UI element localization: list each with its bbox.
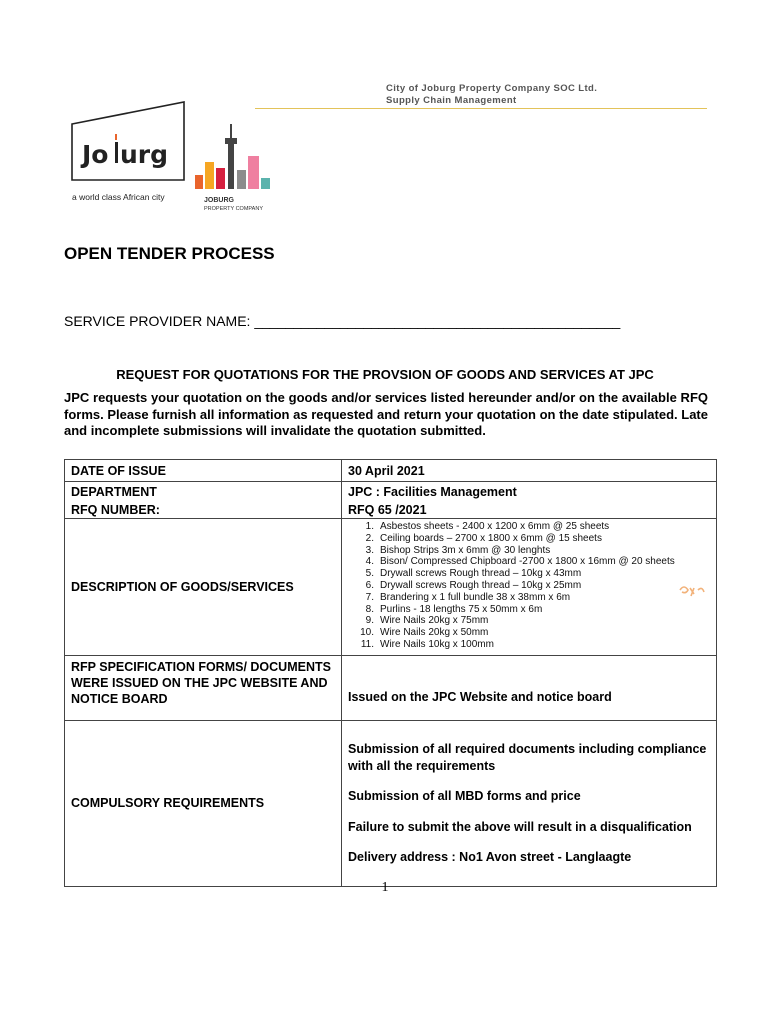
joburg-logo — [62, 100, 192, 205]
specification-row — [65, 655, 717, 720]
department-value: JPC : Facilities Management — [342, 482, 717, 503]
company-name: City of Joburg Property Company SOC Ltd. — [386, 83, 598, 94]
company-header — [386, 83, 597, 107]
list-item: 6. Drywall screws Rough thread – 10kg x 25mm — [365, 579, 582, 591]
list-item: 10. Wire Nails 20kg x 50mm — [360, 627, 489, 639]
header-divider — [255, 108, 707, 109]
list-item: 2. Ceiling boards – 2700 x 1800 x 6mm @ 15 sheets — [365, 532, 602, 544]
department-row — [65, 482, 717, 503]
rfq-row — [65, 503, 717, 519]
requirement-documents: Submission of all required documents including compliance with all the requirements — [348, 742, 707, 773]
svg-text:urg: urg — [120, 140, 169, 169]
department-name: Supply Chain Management — [386, 95, 517, 106]
rfq-heading: REQUEST FOR QUOTATIONS FOR THE PROVSION OF GOODS AND SERVICES AT JPC — [116, 367, 654, 382]
compulsory-row — [65, 720, 717, 886]
list-item: 11. Wire Nails 10kg x 100mm — [360, 638, 494, 650]
requirement-delivery-address: Delivery address : No1 Avon street - Langlaagte — [348, 850, 632, 865]
description-row — [65, 519, 717, 656]
stamp-mark — [676, 580, 712, 604]
rfq-value: RFQ 65 /2021 — [342, 503, 717, 519]
page-title: OPEN TENDER PROCESS — [64, 244, 275, 263]
tender-table — [64, 459, 717, 887]
date-label: DATE OF ISSUE — [65, 460, 342, 482]
list-item: 5. Drywall screws Rough thread – 10kg x 43mm — [365, 568, 582, 580]
list-item: 7. Brandering x 1 full bundle 38 x 38mm x 6m — [365, 591, 571, 603]
list-item: 3. Bishop Strips 3m x 6mm @ 30 lenghts — [365, 544, 551, 556]
list-item: 9. Wire Nails 20kg x 75mm — [365, 615, 489, 627]
requirements-cell — [342, 720, 717, 886]
svg-text:PROPERTY COMPANY: PROPERTY COMPANY — [204, 206, 263, 212]
service-provider-field — [64, 313, 620, 329]
svg-text:Jo: Jo — [82, 140, 109, 169]
department-label: DEPARTMENT — [65, 482, 342, 503]
list-item: 1. Asbestos sheets - 2400 x 1200 x 6mm @ 25 sheets — [365, 521, 610, 532]
specification-value: Issued on the JPC Website and notice board — [342, 655, 717, 720]
service-provider-blank: _______________________________________________ — [254, 313, 621, 329]
requirement-disqualification: Failure to submit the above will result in a disqualification — [348, 819, 692, 834]
svg-text:JOBURG: JOBURG — [204, 197, 234, 204]
goods-list — [348, 521, 710, 651]
jpc-logo — [192, 120, 282, 215]
service-provider-label: SERVICE PROVIDER NAME: — [64, 313, 255, 329]
items-cell — [342, 519, 717, 656]
specification-label: RFP SPECIFICATION FORMS/ DOCUMENTS WERE ISSUED ON THE JPC WEBSITE AND NOTICE BOARD — [65, 655, 342, 720]
intro-paragraph: JPC requests your quotation on the goods and/or services listed hereunder and/or on the available RFQ forms. Please furnish all information as requested and return your quotation on the date stipulated. Late and incomplete submissions will invalidate the quotation submitted. — [64, 390, 708, 438]
requirement-mbd-forms: Submission of all MBD forms and price — [348, 789, 581, 804]
list-item: 4. Bison/ Compressed Chipboard -2700 x 1800 x 16mm @ 20 sheets — [365, 556, 675, 568]
date-value: 30 April 2021 — [342, 460, 717, 482]
page-number: 1 — [381, 880, 389, 895]
svg-text:a world class African city: a world class African city — [72, 192, 165, 202]
date-row — [65, 460, 717, 482]
compulsory-label: COMPULSORY REQUIREMENTS — [65, 720, 342, 886]
rfq-label: RFQ NUMBER: — [65, 503, 342, 519]
list-item: 8. Purlins - 18 lengths 75 x 50mm x 6m — [365, 603, 543, 615]
description-label: DESCRIPTION OF GOODS/SERVICES — [65, 519, 342, 656]
